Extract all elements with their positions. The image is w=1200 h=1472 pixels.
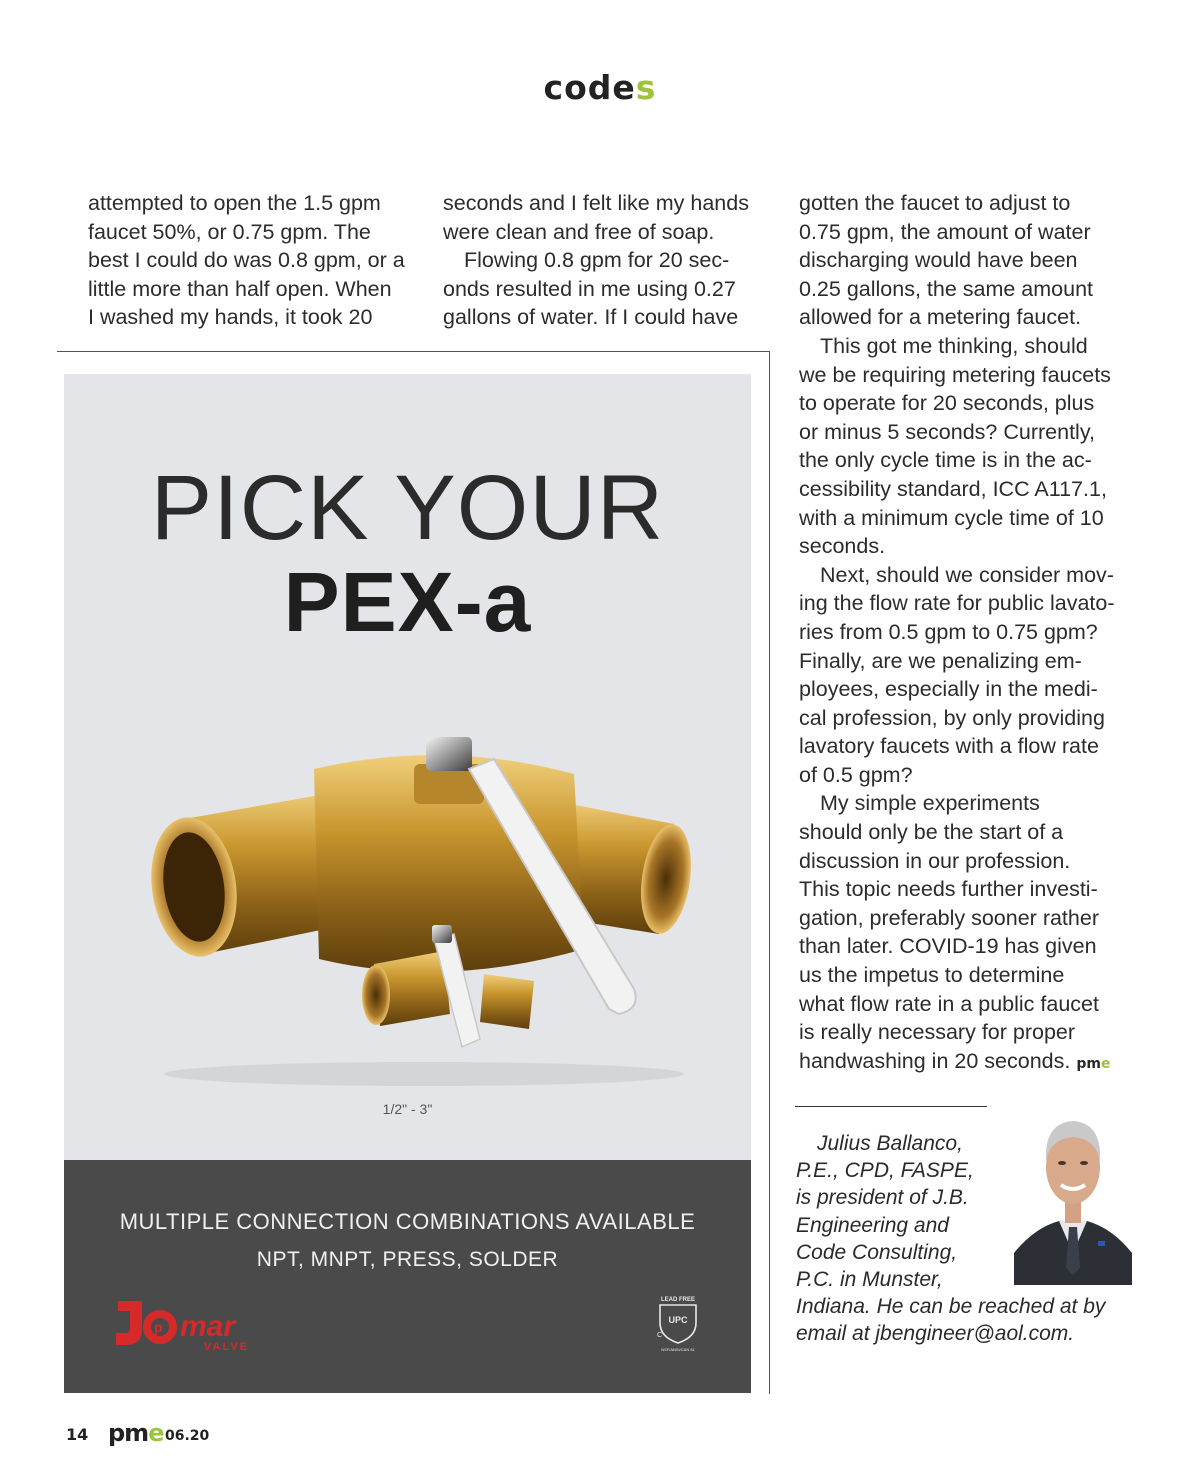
text-line: than later. COVID-19 has given xyxy=(799,934,1097,959)
bio-line: Julius Ballanco, xyxy=(817,1132,963,1155)
text-line: 0.75 gpm, the amount of water xyxy=(799,219,1091,244)
cert-c-mark: C xyxy=(657,1332,663,1339)
text-line: is really necessary for proper xyxy=(799,1020,1076,1045)
cert-upc: UPC xyxy=(668,1315,688,1325)
end-mark-accent: e xyxy=(1100,1055,1111,1072)
end-mark-logo xyxy=(1076,1056,1110,1072)
end-mark-main: pm xyxy=(1076,1055,1101,1072)
text-line: I washed my hands, it took 20 xyxy=(88,305,373,330)
text-line: cal profession, by only providing xyxy=(799,705,1105,730)
paragraph xyxy=(443,189,763,246)
magazine-logo xyxy=(108,1419,163,1447)
brand-accent: e xyxy=(148,1419,164,1447)
ad-headline-1: PICK YOUR xyxy=(150,457,665,559)
text-line: should only be the start of a xyxy=(799,820,1064,845)
text-line: discussion in our profession. xyxy=(799,848,1071,873)
article-column-2 xyxy=(443,189,763,332)
brand-main: pm xyxy=(108,1419,149,1447)
text-line: gation, preferably sooner rather xyxy=(799,905,1099,930)
ad-side-rule xyxy=(769,351,770,1394)
page-footer xyxy=(66,1419,210,1447)
text-line: what flow rate in a public faucet xyxy=(799,991,1099,1016)
text-line: This got me thinking, should xyxy=(820,333,1088,358)
text-line: This topic needs further investi- xyxy=(799,877,1098,902)
text-line: attempted to open the 1.5 gpm xyxy=(88,191,381,215)
text-line: best I could do was 0.8 gpm, or a xyxy=(88,248,405,273)
text-line: gotten the faucet to adjust to xyxy=(799,191,1071,215)
text-line-last: handwashing in 20 seconds. xyxy=(799,1048,1071,1073)
text-line: seconds. xyxy=(799,534,886,559)
page-number: 14 xyxy=(66,1425,89,1444)
text-line: discharging would have been xyxy=(799,248,1078,273)
text-line: were clean and free of soap. xyxy=(443,219,715,244)
text-line: Finally, are we penalizing em- xyxy=(799,648,1082,673)
bio-line: P.E., CPD, FASPE, xyxy=(796,1159,974,1183)
paragraph xyxy=(443,246,763,332)
logo-sub: VALVE xyxy=(204,1341,250,1353)
text-line: with a minimum cycle time of 10 xyxy=(799,505,1104,530)
logo-word: mar xyxy=(180,1310,236,1343)
bio-line: Engineering and xyxy=(796,1213,949,1237)
ad-band-line-1: MULTIPLE CONNECTION COMBINATIONS AVAILABLE xyxy=(119,1209,696,1234)
ball-valve-illustration xyxy=(114,729,714,1089)
bio-line: is president of J.B. xyxy=(796,1186,969,1210)
section-title xyxy=(0,68,1200,107)
article-column-1 xyxy=(88,189,428,332)
text-line: cessibility standard, ICC A117.1, xyxy=(799,476,1107,501)
paragraph xyxy=(799,561,1144,790)
bio-line: Code Consulting, xyxy=(796,1240,958,1264)
text-line: onds resulted in me using 0.27 xyxy=(443,276,736,301)
text-line: to operate for 20 seconds, plus xyxy=(799,391,1095,416)
text-line: or minus 5 seconds? Currently, xyxy=(799,419,1095,444)
text-line: seconds and I felt like my hands xyxy=(443,191,749,215)
ad-footer-band xyxy=(64,1160,751,1393)
section-title-accent: s xyxy=(635,68,657,107)
section-title-main: code xyxy=(543,68,636,107)
upc-lead-free-badge xyxy=(654,1293,702,1353)
text-line: we be requiring metering faucets xyxy=(799,362,1111,387)
ad-size-range: 1/2" - 3" xyxy=(382,1101,433,1117)
text-line xyxy=(799,1047,1144,1079)
ad-top-rule xyxy=(57,351,769,352)
text-line: little more than half open. When xyxy=(88,276,392,301)
text-line: Next, should we consider mov- xyxy=(820,562,1114,587)
paragraph xyxy=(799,332,1144,561)
text-line: of 0.5 gpm? xyxy=(799,762,913,787)
text-line: ries from 0.5 gpm to 0.75 gpm? xyxy=(799,619,1098,644)
advertisement[interactable] xyxy=(64,374,751,1393)
text-line: ing the flow rate for public lavato- xyxy=(799,591,1115,616)
ad-headline-2: PEX-a xyxy=(283,555,532,649)
cert-lead-free: LEAD FREE xyxy=(660,1297,696,1303)
text-line: lavatory faucets with a flow rate xyxy=(799,734,1099,759)
text-line: faucet 50%, or 0.75 gpm. The xyxy=(88,219,371,244)
text-line: gallons of water. If I could have xyxy=(443,305,739,330)
text-line: ployees, especially in the medi- xyxy=(799,677,1098,702)
text-line: My simple experiments xyxy=(820,791,1040,816)
text-line: 0.25 gallons, the same amount xyxy=(799,276,1094,301)
paragraph xyxy=(88,189,428,332)
author-portrait xyxy=(1014,1103,1132,1285)
logo-p-glyph: p xyxy=(154,1319,163,1335)
jomar-valve-logo xyxy=(112,1295,282,1355)
ad-band-line-2: NPT, MNPT, PRESS, SOLDER xyxy=(256,1248,559,1271)
bio-line: email at jbengineer@aol.com. xyxy=(796,1322,1075,1346)
cert-nsf: NSF/ANSI/CAN 61 xyxy=(661,1347,695,1352)
text-line: allowed for a metering faucet. xyxy=(799,305,1082,330)
text-line: us the impetus to determine xyxy=(799,963,1065,988)
bio-line: Indiana. He can be reached at by xyxy=(796,1295,1106,1319)
text-line: Flowing 0.8 gpm for 20 sec- xyxy=(464,248,730,273)
article-column-3 xyxy=(799,189,1144,1078)
bio-divider xyxy=(795,1106,987,1107)
paragraph xyxy=(799,789,1144,1078)
bio-line: P.C. in Munster, xyxy=(796,1268,943,1292)
text-line: the only cycle time is in the ac- xyxy=(799,448,1092,473)
paragraph xyxy=(799,189,1144,332)
issue-date: 06.20 xyxy=(165,1428,210,1444)
